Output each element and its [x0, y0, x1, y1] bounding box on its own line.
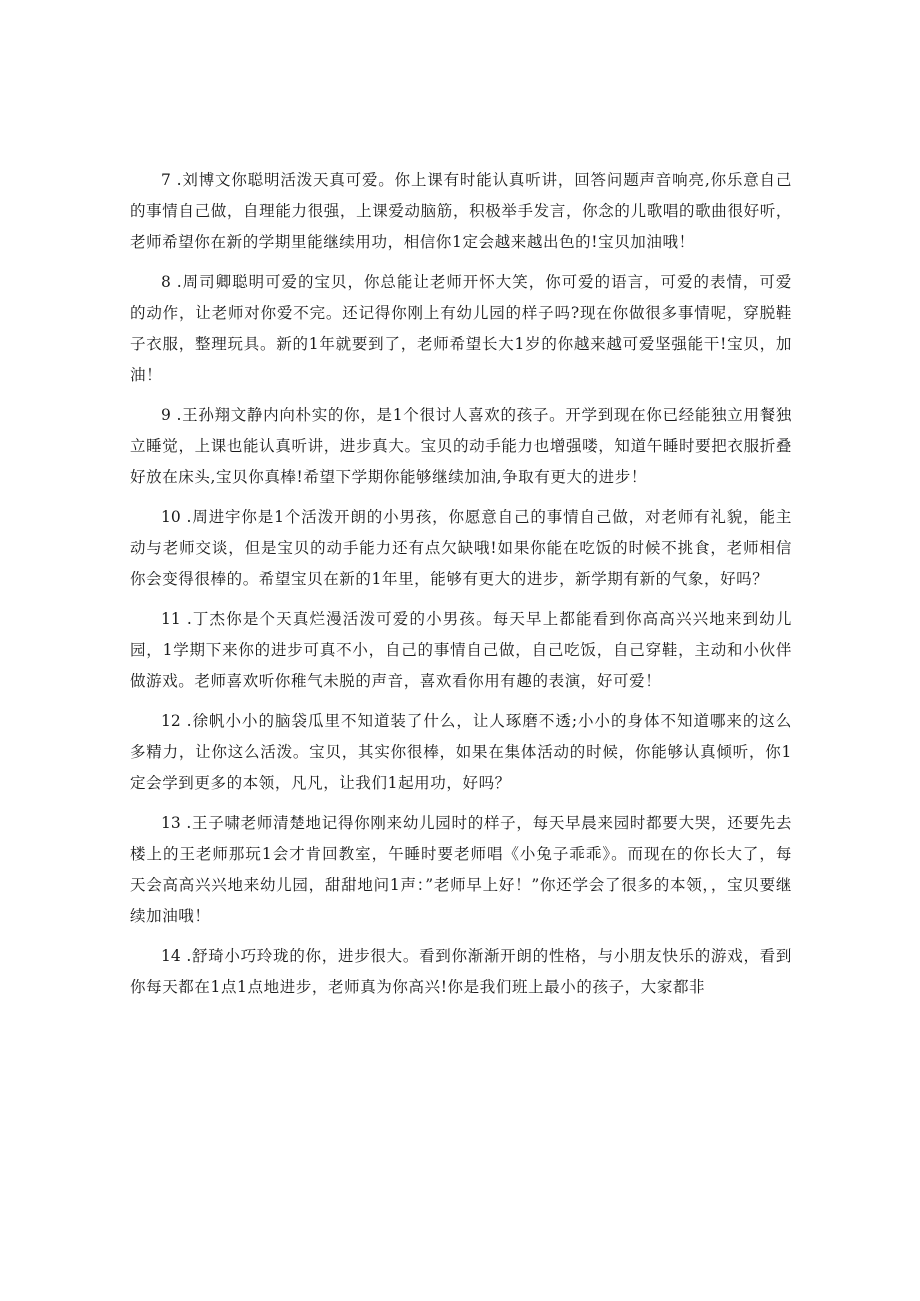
document-body [130, 165, 792, 1012]
comment-paragraph-8 [130, 267, 792, 391]
comment-paragraph-11 [130, 604, 792, 697]
paragraph-text: .舒琦小巧玲珑的你，进步很大。看到你渐渐开朗的性格，与小朋友快乐的游戏，看到你每天都在1点1点地进步，老师真为你高兴!你是我们班上最小的孩子，大家都非 [130, 947, 792, 996]
comment-paragraph-7 [130, 165, 792, 258]
paragraph-text: .王子啸老师清楚地记得你刚来幼儿园时的样子，每天早晨来园时都要大哭，还要先去楼上的王老师那玩1会才肯回教室，午睡时要老师唱《小兔子乖乖》。而现在的你长大了，每天会高高兴兴地来幼儿园，甜甜地问1声：”老师早上好！”你还学会了很多的本领，，宝贝要继续加油哦！ [130, 814, 792, 925]
comment-paragraph-13 [130, 808, 792, 932]
paragraph-number: 13 [161, 814, 181, 832]
paragraph-text: .周司卿聪明可爱的宝贝，你总能让老师开怀大笑，你可爱的语言，可爱的表情，可爱的动作，让老师对你爱不完。还记得你刚上有幼儿园的样子吗?现在你做很多事情呢，穿脱鞋子衣服，整理玩具。新的1年就要到了，老师希望长大1岁的你越来越可爱坚强能干!宝贝，加油！ [130, 273, 792, 384]
paragraph-number: 8 [161, 273, 171, 291]
paragraph-number: 12 [161, 712, 181, 730]
paragraph-text: .刘博文你聪明活泼天真可爱。你上课有时能认真听讲，回答问题声音响亮,你乐意自己的事情自己做，自理能力很强，上课爱动脑筋，积极举手发言，你念的儿歌唱的歌曲很好听，老师希望你在新的学期里能继续用功，相信你1定会越来越出色的!宝贝加油哦！ [130, 171, 792, 251]
paragraph-text: .丁杰你是个天真烂漫活泼可爱的小男孩。每天早上都能看到你高高兴兴地来到幼儿园，1学期下来你的进步可真不小，自己的事情自己做，自己吃饭，自己穿鞋，主动和小伙伴做游戏。老师喜欢听你稚气未脱的声音，喜欢看你用有趣的表演，好可爱！ [130, 610, 792, 690]
comment-paragraph-14 [130, 941, 792, 1003]
paragraph-number: 10 [161, 508, 181, 526]
paragraph-number: 9 [161, 406, 171, 424]
paragraph-number: 11 [161, 610, 181, 628]
paragraph-number: 14 [161, 947, 181, 965]
paragraph-text: .王孙翔文静内向朴实的你，是1个很讨人喜欢的孩子。开学到现在你已经能独立用餐独立睡觉，上课也能认真听讲，进步真大。宝贝的动手能力也增强喽，知道午睡时要把衣服折叠好放在床头,宝贝你真棒!希望下学期你能够继续加油,争取有更大的进步！ [130, 406, 792, 486]
paragraph-number: 7 [161, 171, 171, 189]
comment-paragraph-12 [130, 706, 792, 799]
comment-paragraph-9 [130, 400, 792, 493]
paragraph-text: .周进宇你是1个活泼开朗的小男孩，你愿意自己的事情自己做，对老师有礼貌，能主动与老师交谈，但是宝贝的动手能力还有点欠缺哦!如果你能在吃饭的时候不挑食，老师相信你会变得很棒的。希望宝贝在新的1年里，能够有更大的进步，新学期有新的气象，好吗？ [130, 508, 792, 588]
paragraph-text: .徐帆小小的脑袋瓜里不知道装了什么，让人琢磨不透;小小的身体不知道哪来的这么多精力，让你这么活泼。宝贝，其实你很棒，如果在集体活动的时候，你能够认真倾听，你1定会学到更多的本领，凡凡，让我们1起用功，好吗？ [130, 712, 792, 792]
comment-paragraph-10 [130, 502, 792, 595]
